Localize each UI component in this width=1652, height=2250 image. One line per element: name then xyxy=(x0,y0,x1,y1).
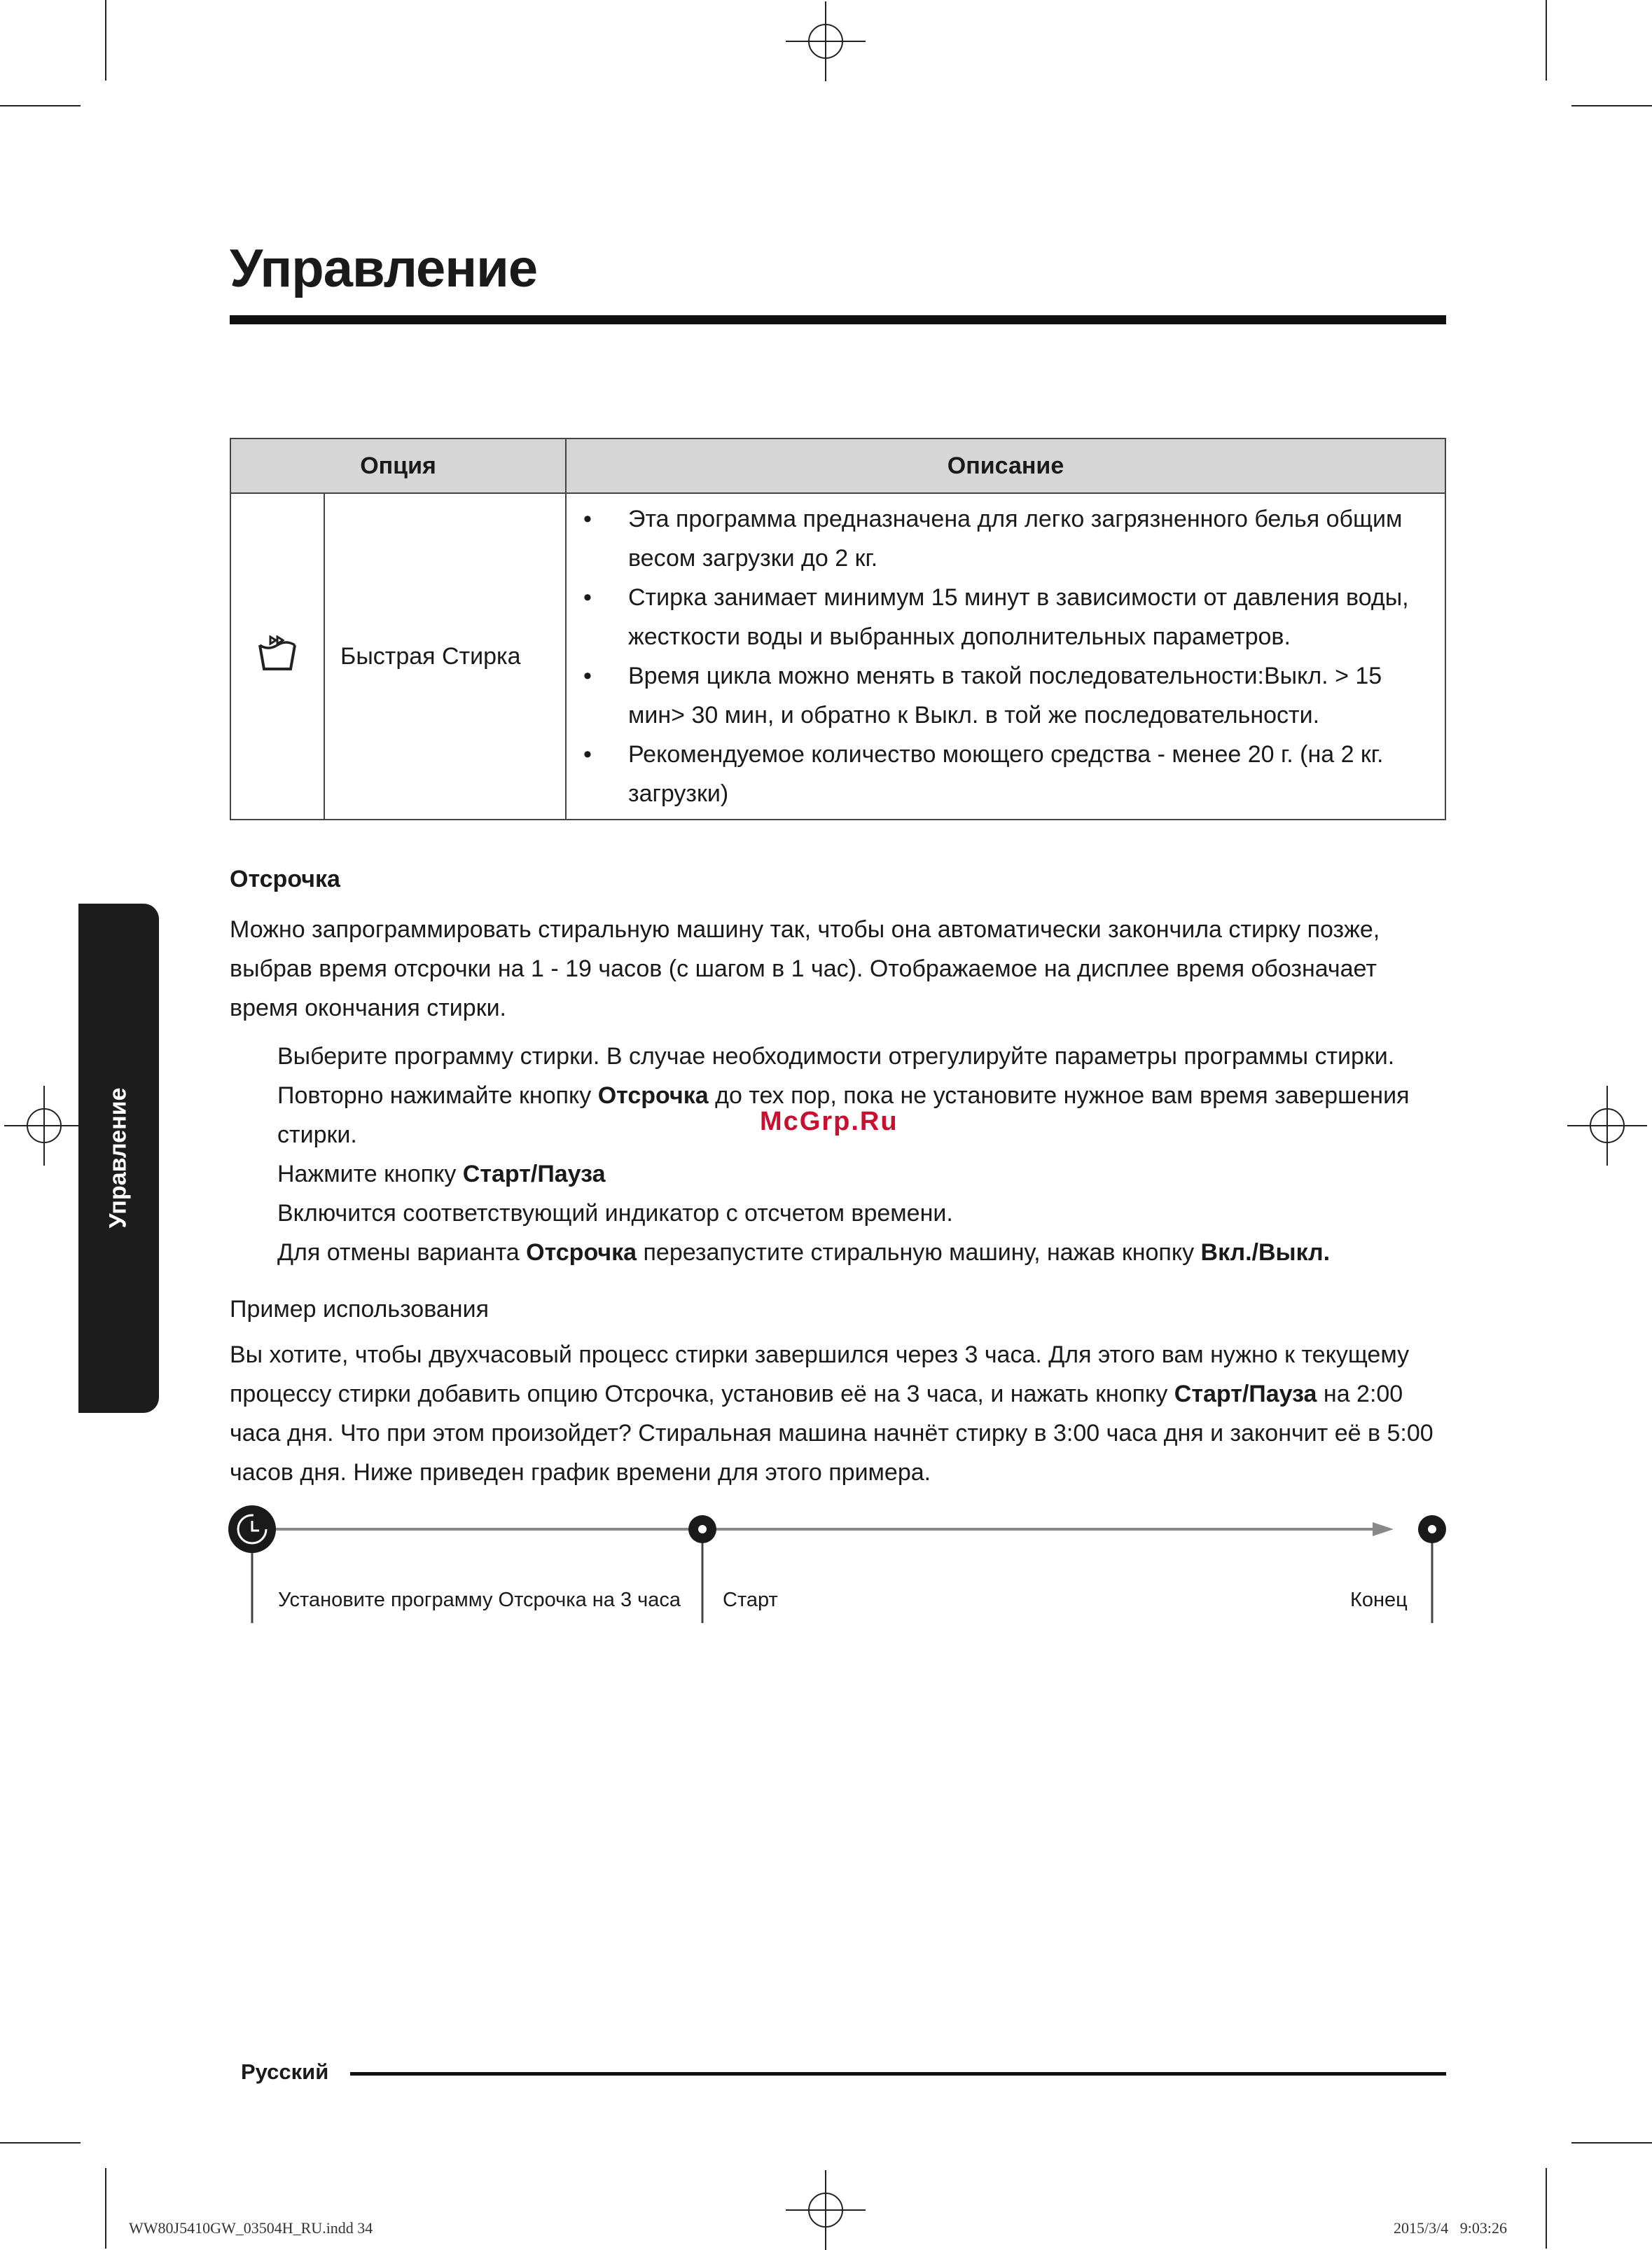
crop-mark xyxy=(105,0,106,81)
crop-mark xyxy=(105,2168,106,2249)
list-item: • Время цикла можно менять в такой последовательности:Выкл. > 15 мин> 30 мин, и обратно к Выкл. в той же последовательности. xyxy=(583,656,1431,735)
title-rule xyxy=(230,315,1446,324)
list-item: • Рекомендуемое количество моющего средства - менее 20 г. (на 2 кг. загрузки) xyxy=(583,735,1431,813)
example-text: Вы хотите, чтобы двухчасовый процесс стирки завершился через 3 часа. Для этого вам нужно к текущему процессу стирки добавить опцию Отсрочка, установив её на 3 часа, и нажать кнопку Старт/Пауза на 2:00 часа дня. Что при этом произойдет? Стиральная машина начнёт стирку в 3:00 часа дня и закончит её в 5:00 часов дня. Ниже приведен график времени для этого примера. xyxy=(230,1341,1434,1486)
header-description: Описание xyxy=(566,439,1445,493)
delay-timer-icon xyxy=(228,1505,276,1553)
registration-mark-icon xyxy=(27,1108,62,1143)
timeline-arrow-icon xyxy=(1373,1522,1394,1536)
section-heading: Отсрочка xyxy=(230,866,340,892)
side-chapter-tab xyxy=(78,904,159,1413)
footer-language: Русский xyxy=(241,2059,329,2084)
page-title: Управление xyxy=(230,239,538,298)
table-header-row xyxy=(230,439,1445,493)
registration-mark-icon xyxy=(808,24,843,59)
timeline-set-label: Установите программу Отсрочка на 3 часа xyxy=(278,1589,681,1611)
step-5: Для отмены варианта Отсрочка перезапустите стиральную машину, нажав кнопку Вкл./Выкл. xyxy=(277,1239,1331,1266)
header-option: Опция xyxy=(230,439,566,493)
crop-mark xyxy=(1571,105,1652,106)
step-3: Нажмите кнопку Старт/Пауза xyxy=(277,1161,606,1187)
print-date-info: 2015/3/4 9:03:26 xyxy=(1394,2219,1507,2237)
options-table xyxy=(230,438,1446,820)
quick-wash-icon xyxy=(258,635,297,672)
crop-mark xyxy=(0,2142,81,2144)
print-file-info: WW80J5410GW_03504H_RU.indd 34 xyxy=(129,2219,373,2237)
list-item: • Стирка занимает минимум 15 минут в зависимости от давления воды, жесткости воды и выбранных дополнительных параметров. xyxy=(583,578,1431,656)
footer-rule xyxy=(350,2072,1446,2076)
crop-mark xyxy=(0,105,81,106)
crop-mark xyxy=(1546,2168,1547,2249)
watermark: McGrp.Ru xyxy=(760,1107,898,1136)
registration-mark-icon xyxy=(808,2193,843,2228)
step-4: Включится соответствующий индикатор с отсчетом времени. xyxy=(277,1200,953,1227)
end-marker-icon xyxy=(1418,1515,1446,1543)
side-tab-label: Управление xyxy=(104,1087,132,1229)
start-marker-icon xyxy=(688,1515,716,1543)
crop-mark xyxy=(1546,0,1547,81)
step-2: Повторно нажимайте кнопку Отсрочка до тех пор, пока не установите нужное вам время завершения стирки. xyxy=(277,1082,1410,1148)
step-1: Выберите программу стирки. В случае необходимости отрегулируйте параметры программы стирки. xyxy=(277,1043,1395,1070)
steps-list xyxy=(277,1037,1433,1272)
crop-mark xyxy=(1571,2142,1652,2144)
list-item: • Эта программа предназначена для легко загрязненного белья общим весом загрузки до 2 кг. xyxy=(583,499,1431,578)
registration-mark-icon xyxy=(1590,1108,1625,1143)
section-intro: Можно запрограммировать стиральную машину так, чтобы она автоматически закончила стирку позже, выбрав время отсрочки на 1 - 19 часов (с шагом в 1 час). Отображаемое на дисплее время обозначает время окончания стирки. xyxy=(230,916,1380,1021)
timeline-end-label: Конец xyxy=(1350,1589,1408,1611)
option-description xyxy=(566,493,1445,820)
icon-cell xyxy=(230,493,324,820)
example-heading: Пример использования xyxy=(230,1296,489,1323)
option-name: Быстрая Стирка xyxy=(324,493,566,820)
timeline-start-label: Старт xyxy=(723,1589,778,1611)
table-row xyxy=(230,493,1445,820)
